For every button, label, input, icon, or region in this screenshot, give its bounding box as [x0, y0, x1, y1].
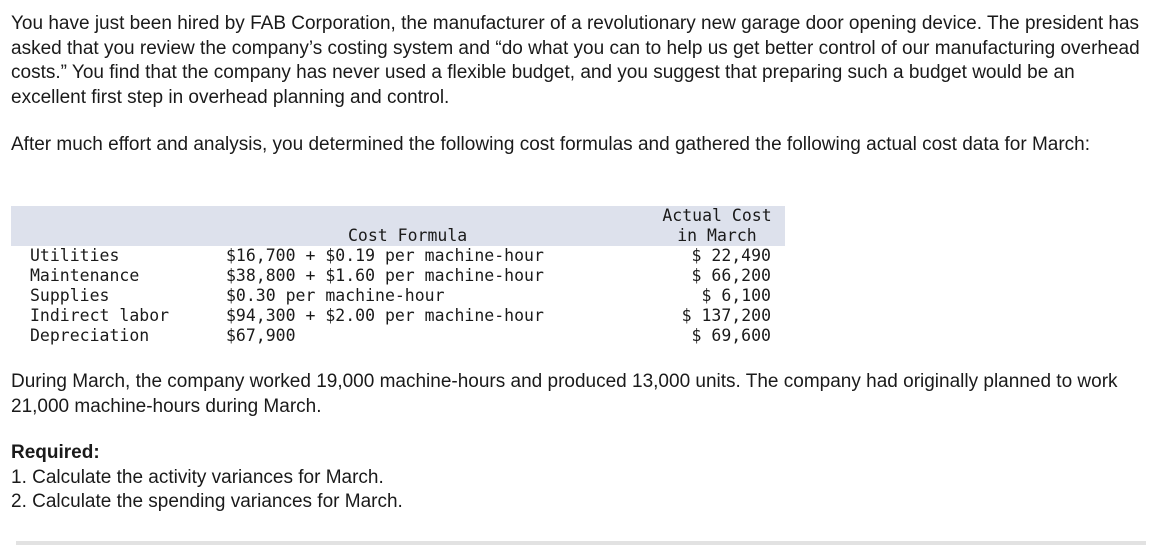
- actual-cost: $ 66,200: [691, 266, 771, 285]
- actual-cost: $ 69,600: [691, 326, 771, 345]
- cost-formula: $38,800 + $1.60 per machine-hour: [226, 266, 544, 285]
- table-row: [11, 326, 785, 346]
- cost-item-name: Depreciation: [30, 326, 150, 345]
- cost-formula: $67,900: [226, 326, 296, 345]
- cost-formula: $16,700 + $0.19 per machine-hour: [226, 246, 544, 265]
- header-actual-cost-line1: Actual Cost: [662, 206, 772, 225]
- header-actual-cost-line2: in March: [677, 226, 757, 245]
- bottom-divider: [16, 541, 1146, 545]
- required-item-1: 1. Calculate the activity variances for March.: [11, 466, 384, 488]
- cost-item-name: Maintenance: [30, 266, 140, 285]
- header-cost-formula: Cost Formula: [348, 226, 468, 245]
- cost-formula: $0.30 per machine-hour: [226, 286, 445, 305]
- table-body: [11, 246, 785, 346]
- table-row: [11, 266, 785, 286]
- cost-formula: $94,300 + $2.00 per machine-hour: [226, 306, 544, 325]
- required-title: Required:: [11, 442, 100, 463]
- required-section: [11, 441, 1146, 515]
- actual-cost: $ 137,200: [681, 306, 771, 325]
- cost-item-name: Supplies: [30, 286, 110, 305]
- actual-cost: $ 6,100: [701, 286, 771, 305]
- activity-paragraph: During March, the company worked 19,000 machine-hours and produced 13,000 units. The company had originally planned to work 21,000 machine-hours during March.: [11, 371, 1118, 417]
- table-row: [11, 306, 785, 326]
- header-actual-cost: [656, 206, 778, 246]
- table-row: [11, 286, 785, 306]
- required-item-2: 2. Calculate the spending variances for March.: [11, 491, 403, 512]
- table-row: [11, 246, 785, 266]
- cost-item-name: Utilities: [30, 246, 120, 265]
- cost-item-name: Indirect labor: [30, 306, 170, 325]
- data-intro-paragraph: After much effort and analysis, you determined the following cost formulas and gathered the following actual cost data for March:: [11, 134, 1091, 155]
- actual-cost: $ 22,490: [691, 246, 771, 265]
- intro-paragraph: You have just been hired by FAB Corporation, the manufacturer of a revolutionary new garage door opening device. The president has asked that you review the company’s costing system and “do what you can to help us get better control of our manufacturing overhead costs.” You find that the company has never used a flexible budget, and you suggest that preparing such a budget would be an excellent first step in overhead planning and control.: [11, 13, 1140, 108]
